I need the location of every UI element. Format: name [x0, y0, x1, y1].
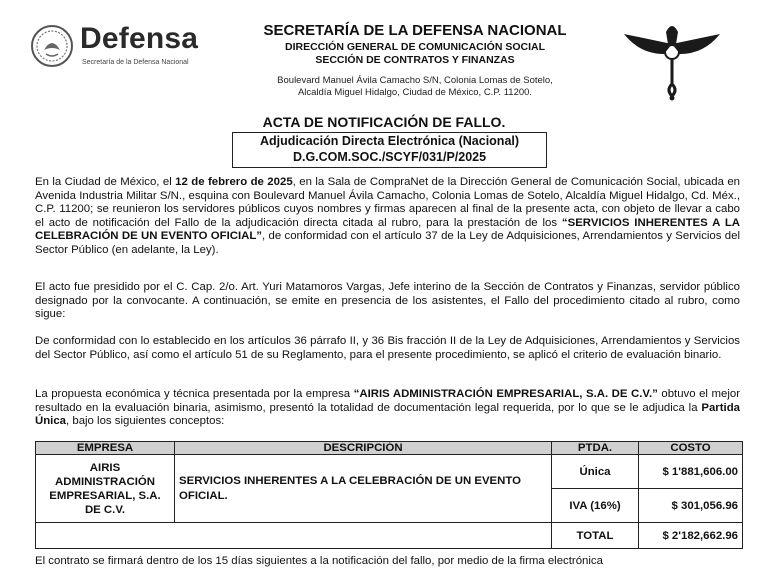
cell-costo-iva: $ 301,056.96 [639, 489, 743, 523]
cell-ptda-iva: IVA (16%) [552, 489, 639, 523]
header-directorate: DIRECCIÓN GENERAL DE COMUNICACIÓN SOCIAL [285, 41, 545, 53]
procedure-number: D.G.COM.SOC./SCYF/031/P/2025 [292, 150, 487, 164]
paragraph-presided: El acto fue presidido por el C. Cap. 2/o. Art. Yuri Matamoros Vargas, Jefe interino de la Sección de Contratos y Finanzas, servidor público designado por la convocante. A continuación, se emite en presencia de los asistentes, el Fallo del procedimiento citado al rubro, como sigue: [35, 281, 740, 320]
cell-empresa: AIRIS ADMINISTRACIÓN EMPRESARIAL, S.A. DE C.V. [36, 455, 175, 523]
national-seal-icon [30, 24, 74, 68]
header-address [230, 75, 600, 99]
p4-company: “AIRIS ADMINISTRACIÓN EMPRESARIAL, S.A. DE C.V.” [353, 388, 658, 400]
logo-wordmark: Defensa [80, 22, 199, 55]
p4-text-a: La propuesta económica y técnica presentada por la empresa [35, 388, 354, 400]
paragraph-legal-basis: De conformidad con lo establecido en los artículos 36 párrafo II, y 36 Bis fracción II de la Ley de Adquisiciones, Arrendamientos y Servicios del Sector Público, así como el artículo 51 de su Reglamento, para el presente procedimiento, se aplicó el criterio de evaluación binario. [35, 335, 740, 361]
cell-total-blank [36, 523, 552, 549]
cell-ptda-unica: Única [552, 455, 639, 489]
p1-service: “SERVICIOS INHERENTES A LA CELEBRACIÓN DE UN EVENTO OFICIAL” [35, 216, 740, 242]
p4-text-c: , bajo los siguientes conceptos: [66, 415, 225, 427]
header-title: SECRETARÍA DE LA DEFENSA NACIONAL [263, 22, 567, 39]
cell-costo-subtotal: $ 1'881,606.00 [639, 455, 743, 489]
logo-subtitle: Secretaría de la Defensa Nacional [82, 59, 189, 66]
address-line-1: Boulevard Manuel Ávila Camacho S/N, Colonia Lomas de Sotelo, [277, 75, 553, 86]
document-heading: ACTA DE NOTIFICACIÓN DE FALLO. [262, 114, 506, 130]
cell-total-label: TOTAL [552, 523, 639, 549]
col-header-costo: COSTO [639, 442, 743, 455]
paragraph-opening [35, 176, 740, 257]
address-line-2: Alcaldía Miguel Hidalgo, Ciudad de México, C.P. 11200. [297, 87, 533, 98]
p4-partida: Partida Única [35, 401, 740, 427]
p4-text-b: obtuvo el mejor resultado en la evaluación binaria, asimismo, presentó la totalidad de documentación legal requerida, por lo que se le adjudica la [35, 388, 740, 414]
p1-text-b: , en la Sala de CompraNet de la Dirección General de Comunicación Social, ubicada en Avenida Industria Militar S/N., esquina con Boulevard Manuel Ávila Camacho, Colonia Lomas de Sotelo, Alcaldía Miguel Hidalgo, Cd. Méx., C.P. 11200; se reunieron los servidores públicos cuyos nombres y firmas aparecen al final de la presente acta, con objeto de llevar a cabo el acto de notificación del Fallo de la adjudicación directa citada al rubro, para la prestación de los [35, 176, 740, 229]
paragraph-contract: El contrato se firmará dentro de los 15 días siguientes a la notificación del fallo, por medio de la firma electrónica [35, 555, 603, 567]
col-header-empresa: EMPRESA [36, 442, 175, 455]
p1-date: 12 de febrero de 2025 [175, 176, 293, 188]
col-header-ptda: PTDA. [552, 442, 639, 455]
award-table [35, 441, 743, 549]
eagle-emblem-icon [620, 14, 724, 104]
paragraph-award [35, 388, 740, 429]
header-section: SECCIÓN DE CONTRATOS Y FINANZAS [315, 54, 515, 66]
p1-text-c: , de conformidad con el artículo 37 de la Ley de Adquisiciones, Arrendamientos y Servicios del Sector Público (en adelante, la Ley). [35, 230, 740, 256]
cell-total-costo: $ 2'182,662.96 [639, 523, 743, 549]
col-header-descripcion: DESCRIPCIÓN [175, 442, 552, 455]
table-row [36, 455, 743, 489]
cell-descripcion: SERVICIOS INHERENTES A LA CELEBRACIÓN DE UN EVENTO OFICIAL. [175, 455, 552, 523]
defensa-logo [30, 22, 220, 70]
table-total-row [36, 523, 743, 549]
p1-text-a: En la Ciudad de México, el [35, 176, 176, 188]
procedure-type: Adjudicación Directa Electrónica (Nacional) [259, 134, 520, 148]
procedure-box [232, 132, 547, 168]
table-header-row [36, 442, 743, 455]
